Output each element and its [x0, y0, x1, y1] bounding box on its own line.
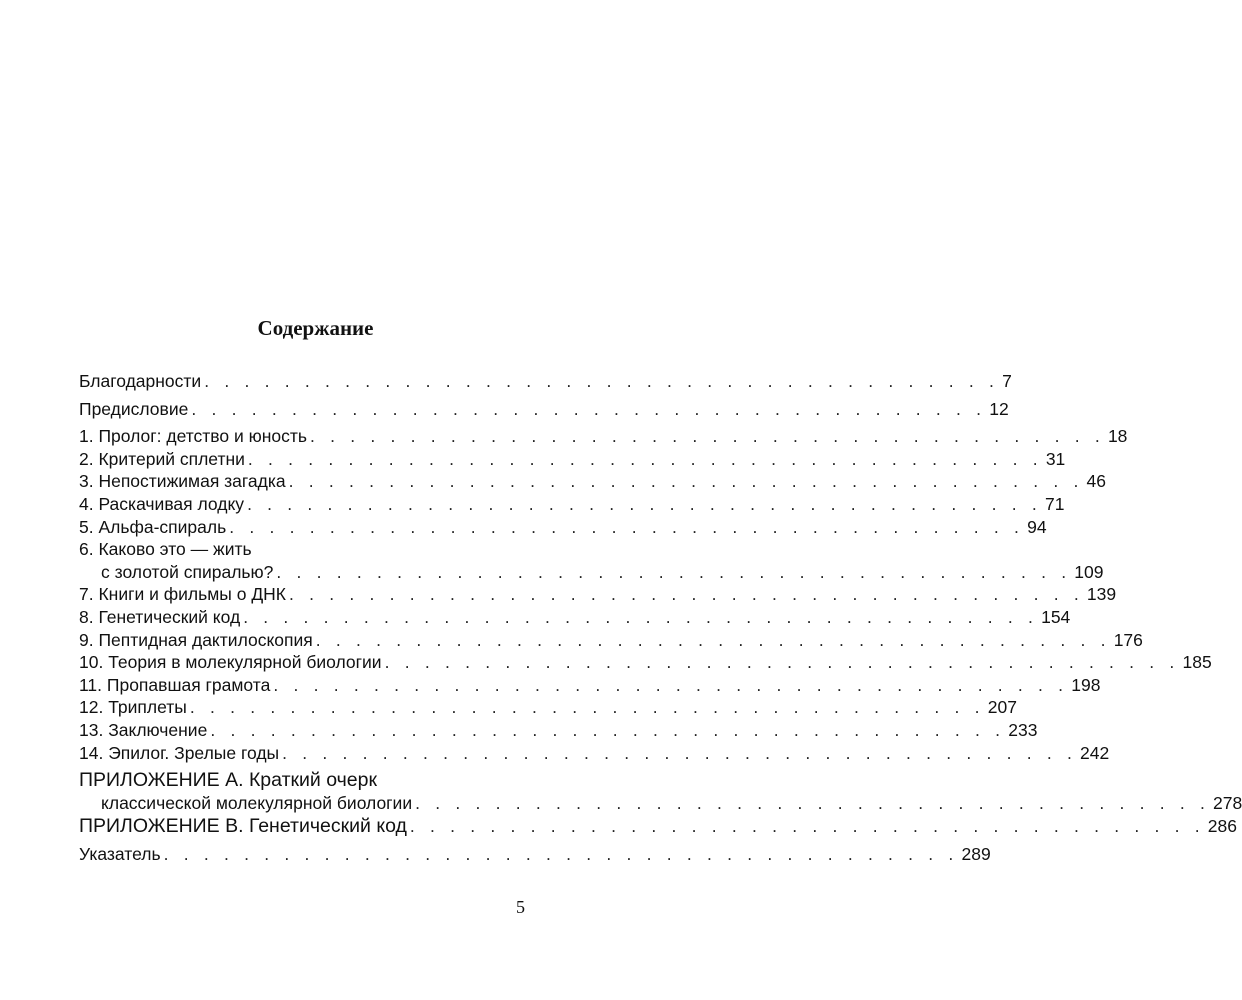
toc-entry-chapter-9[interactable] [79, 629, 1143, 652]
toc-entry-page: 18 [1107, 426, 1128, 447]
toc-leader-dots: . . . . . . . . . . . . . . . . . . . . . . . . . . . . . . . . . . . . . . . . [243, 606, 1039, 627]
page-title: Содержание [257, 316, 374, 340]
toc-entry-chapter-8[interactable] [79, 606, 1071, 629]
toc-entry-page: 31 [1045, 448, 1066, 469]
toc-leader-dots: . . . . . . . . . . . . . . . . . . . . . . . . . . . . . . . . . . . . . . . . [288, 471, 1084, 492]
toc-entry-page: 109 [1074, 561, 1104, 582]
toc-leader-dots: . . . . . . . . . . . . . . . . . . . . . . . . . . . . . . . . . . . . . . . . [282, 742, 1078, 763]
toc-leader-dots: . . . . . . . . . . . . . . . . . . . . . . . . . . . . . . . . . . . . . . . . [273, 674, 1069, 695]
toc-entry-chapter-2[interactable] [79, 448, 1066, 471]
toc-entry-appendix-b[interactable] [79, 814, 1237, 838]
toc-entry-label: 12. Триплеты [79, 697, 187, 718]
toc-entry-label: 10. Теория в молекулярной биологии [79, 652, 382, 673]
toc-leader-dots: . . . . . . . . . . . . . . . . . . . . . . . . . . . . . . . . . . . . . . . . [384, 652, 1180, 673]
toc-entry-label: 2. Критерий сплетни [79, 448, 245, 469]
toc-entry-page: 94 [1027, 516, 1047, 537]
toc-entry-chapter-13[interactable] [79, 719, 1038, 742]
toc-entry-page: 12 [989, 398, 1009, 419]
toc-leader-dots: . . . . . . . . . . . . . . . . . . . . . . . . . . . . . . . . . . . . . . . . [191, 398, 987, 419]
toc-entry-page: 242 [1080, 742, 1110, 763]
toc-entry-page: 185 [1182, 652, 1212, 673]
toc-entry-label: 7. Книги и фильмы о ДНК [79, 584, 287, 605]
toc-entry-index[interactable] [79, 843, 991, 866]
toc-entry-chapter-14[interactable] [79, 742, 1110, 765]
toc-entry-chapter-4[interactable] [79, 493, 1065, 516]
toc-entry-page: 233 [1008, 719, 1038, 740]
toc-entry-chapter-1[interactable] [79, 425, 1128, 448]
toc-entry-label: Предисловие [79, 398, 189, 419]
toc-entry-chapter-5[interactable] [79, 516, 1047, 539]
toc-entry-chapter-12[interactable] [79, 696, 1017, 719]
toc-entry-label: 11. Пропавшая грамота [79, 674, 271, 695]
toc-entry-label: 3. Непостижимая загадка [79, 471, 286, 492]
toc-entry-label-line1: ПРИЛОЖЕНИЕ А. Краткий очерк [79, 769, 378, 792]
toc-leader-dots: . . . . . . . . . . . . . . . . . . . . . . . . . . . . . . . . . . . . . . . . [163, 843, 959, 864]
toc-entry-appendix-a[interactable] [79, 769, 1242, 815]
toc-entry-page: 7 [1002, 371, 1012, 391]
page-number: 5 [516, 897, 525, 917]
toc-entry-page: 207 [987, 697, 1017, 718]
toc-entry-label: с золотой спиралью? [101, 561, 274, 582]
toc-entry-page: 289 [961, 843, 991, 864]
toc-entry-label: 8. Генетический код [79, 606, 241, 627]
toc-leader-dots: . . . . . . . . . . . . . . . . . . . . . . . . . . . . . . . . . . . . . . . . [189, 697, 985, 718]
toc-leader-dots: . . . . . . . . . . . . . . . . . . . . . . . . . . . . . . . . . . . . . . . . [276, 561, 1072, 582]
toc-entry-page: 71 [1044, 493, 1065, 514]
toc-entry-label: Указатель [79, 843, 161, 864]
toc-entry-acknowledgements[interactable] [79, 370, 1012, 393]
toc-entry-page: 198 [1071, 674, 1101, 695]
toc-entry-label: 5. Альфа-спираль [79, 516, 227, 537]
toc-entry-chapter-10[interactable] [79, 651, 1212, 674]
toc-entry-chapter-7[interactable] [79, 583, 1117, 606]
toc-entry-label: классической молекулярной биологии [101, 793, 413, 814]
toc-leader-dots: . . . . . . . . . . . . . . . . . . . . . . . . . . . . . . . . . . . . . . . . [409, 815, 1205, 836]
table-of-contents [79, 370, 1242, 865]
toc-entry-label: 13. Заключение [79, 719, 208, 740]
toc-entry-label: 14. Эпилог. Зрелые годы [79, 742, 280, 763]
toc-entry-preface[interactable] [79, 398, 1009, 421]
toc-entry-label: 4. Раскачивая лодку [79, 493, 245, 514]
toc-entry-page: 176 [1113, 629, 1143, 650]
toc-leader-dots: . . . . . . . . . . . . . . . . . . . . . . . . . . . . . . . . . . . . . . . . [247, 493, 1042, 514]
toc-entry-label-line1: 6. Каково это — жить [79, 539, 252, 560]
toc-leader-dots: . . . . . . . . . . . . . . . . . . . . . . . . . . . . . . . . . . . . . . . . [415, 793, 1211, 814]
toc-leader-dots: . . . . . . . . . . . . . . . . . . . . . . . . . . . . . . . . . . . . . . . . [310, 426, 1105, 447]
toc-entry-label: 1. Пролог: детство и юность [79, 426, 308, 447]
toc-leader-dots: . . . . . . . . . . . . . . . . . . . . . . . . . . . . . . . . . . . . . . . . [315, 629, 1111, 650]
toc-entry-page: 154 [1041, 606, 1071, 627]
toc-entry-page: 46 [1086, 471, 1107, 492]
toc-entry-page: 139 [1086, 584, 1117, 605]
toc-entry-chapter-3[interactable] [79, 470, 1107, 493]
toc-entry-page: 278 [1213, 793, 1242, 814]
toc-entry-chapter-11[interactable] [79, 674, 1101, 697]
toc-leader-dots: . . . . . . . . . . . . . . . . . . . . . . . . . . . . . . . . . . . . . . . . [289, 584, 1084, 605]
toc-entry-chapter-6[interactable] [79, 538, 1104, 583]
toc-entry-label: ПРИЛОЖЕНИЕ В. Генетический код [79, 814, 407, 837]
toc-leader-dots: . . . . . . . . . . . . . . . . . . . . . . . . . . . . . . . . . . . . . . . . [247, 448, 1043, 469]
toc-leader-dots: . . . . . . . . . . . . . . . . . . . . . . . . . . . . . . . . . . . . . . . . [229, 516, 1025, 537]
toc-entry-page: 286 [1207, 815, 1237, 836]
toc-leader-dots: . . . . . . . . . . . . . . . . . . . . . . . . . . . . . . . . . . . . . . . . [210, 719, 1006, 740]
toc-leader-dots: . . . . . . . . . . . . . . . . . . . . . . . . . . . . . . . . . . . . . . . . [204, 371, 1000, 391]
toc-entry-label: Благодарности [79, 371, 202, 391]
toc-entry-label: 9. Пептидная дактилоскопия [79, 629, 313, 650]
